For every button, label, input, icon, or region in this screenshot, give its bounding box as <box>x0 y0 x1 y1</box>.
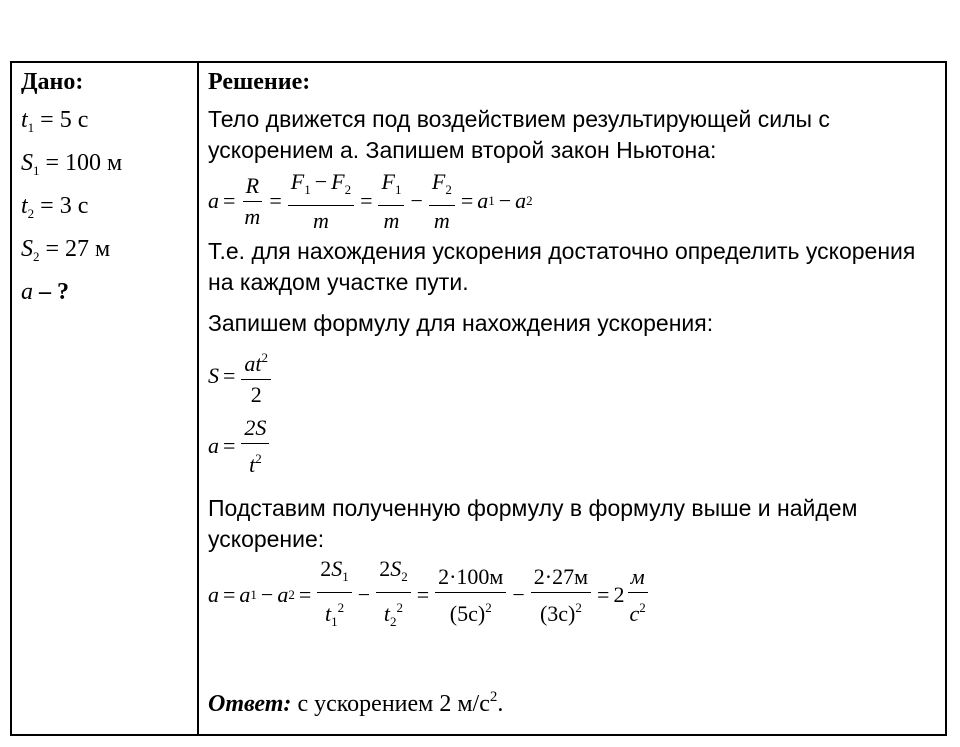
given-t1-value: = 5 с <box>40 107 89 133</box>
solution-para-2: Т.е. для нахождения ускорения достаточно определить ускорения на каждом участке пути. <box>208 238 916 295</box>
eq4-unit <box>626 564 648 627</box>
given-t2-value: = 3 с <box>40 193 89 219</box>
eq4-eq-1: = <box>223 582 236 607</box>
eq4-f2-coef: 2 <box>379 555 391 581</box>
eq1-f1: F <box>290 168 305 194</box>
acceleration-equation <box>208 413 938 479</box>
eq1-a1-sub: 1 <box>488 193 495 208</box>
eq3-frac <box>241 415 269 478</box>
eq1-minus-3: − <box>498 188 512 213</box>
eq4-frac4-den <box>537 593 585 627</box>
solution-para-4: Подставим полученную формулу в формулу выше и найдем ускорение: <box>208 495 858 552</box>
distance-equation <box>208 339 938 413</box>
eq4-f2-sub: 2 <box>401 568 408 584</box>
eq4-unit-den <box>626 593 648 627</box>
newton-law-equation <box>208 166 938 236</box>
eq2-s: S <box>208 363 219 388</box>
given-t1-var: t <box>21 107 28 133</box>
answer-end: . <box>497 691 504 717</box>
eq4-frac3-base: (5с) <box>449 600 486 626</box>
eq4-frac-2 <box>376 556 411 635</box>
given-s1 <box>21 142 191 185</box>
eq1-a1: a <box>477 188 489 213</box>
given-t2-sub: 2 <box>27 206 35 221</box>
given-s2-sub: 2 <box>33 249 40 264</box>
given-t2 <box>21 185 191 228</box>
eq4-eq-2: = <box>298 582 312 607</box>
eq4-result: 2 <box>613 582 625 607</box>
eq4-a2: a <box>277 582 289 607</box>
eq1-m-1: m <box>244 203 261 229</box>
solution-column <box>208 67 938 718</box>
eq4-eq-3: = <box>416 582 430 607</box>
eq1-r: R <box>243 173 262 202</box>
eq4-f1-coef: 2 <box>320 555 332 581</box>
eq4-f2-tsub: 2 <box>390 613 397 629</box>
eq4-frac4-num: 2·27м <box>531 564 591 593</box>
solution-header: Решение: <box>208 69 311 95</box>
given-unknown <box>21 271 191 314</box>
eq1-a2: a <box>515 188 527 213</box>
eq1-f2-sub: 2 <box>344 181 352 197</box>
eq4-unit-num: м <box>628 564 648 593</box>
eq4-frac3-num: 2·100м <box>435 564 506 593</box>
eq4-minus-2: − <box>357 582 371 607</box>
eq1-eq-1: = <box>223 188 236 213</box>
eq1-frac-r <box>241 173 263 230</box>
eq2-frac <box>241 345 271 408</box>
eq4-minus-1: − <box>260 582 274 607</box>
given-unknown-var: a <box>21 279 33 305</box>
eq3-sup: 2 <box>255 450 262 466</box>
answer-text: с ускорением 2 м/с <box>291 691 490 717</box>
eq1-a: a <box>208 188 219 213</box>
eq2-den: 2 <box>250 381 262 407</box>
eq4-minus-3: − <box>512 582 525 607</box>
given-s2 <box>21 228 191 271</box>
eq4-frac4-base: (3с) <box>539 600 576 626</box>
eq1-f2b: F <box>431 168 446 194</box>
eq4-frac4-sup: 2 <box>575 599 582 615</box>
eq3-eq: = <box>223 433 236 458</box>
eq3-den <box>246 444 265 478</box>
eq4-frac2-num: $2S_2$ <box>376 556 411 593</box>
eq1-frac-f1 <box>378 169 404 234</box>
eq4-a2-sub: 2 <box>288 587 295 602</box>
eq4-frac2-den: $t_2^2$ <box>383 599 403 629</box>
given-header: Дано: <box>21 69 84 95</box>
given-s1-var: S <box>21 150 33 176</box>
eq4-f2-tsup: 2 <box>396 599 403 615</box>
eq4-f1-tsub: 1 <box>331 613 338 629</box>
eq1-m-3: m <box>383 207 400 233</box>
eq1-a2-sub: 2 <box>526 193 533 208</box>
eq3-num: 2S <box>241 415 269 444</box>
eq4-frac3-sup: 2 <box>485 599 492 615</box>
eq1-eq-3: = <box>360 188 373 213</box>
eq1-eq-2: = <box>269 188 282 213</box>
eq2-at: at <box>244 350 262 376</box>
given-column <box>21 67 191 314</box>
eq4-frac1-num: $2S_1$ <box>317 556 352 593</box>
given-t1 <box>21 99 191 142</box>
eq2-eq: = <box>223 363 236 388</box>
eq4-frac-3 <box>435 564 506 627</box>
eq1-f1b: F <box>381 168 395 194</box>
eq1-minus-2: − <box>410 188 423 213</box>
eq1-f-diff <box>288 169 354 206</box>
eq1-f1b-sub: 1 <box>394 181 402 197</box>
eq1-m-4: m <box>433 207 450 233</box>
answer <box>208 689 938 718</box>
solution-para-3: Запишем формулу для нахождения ускорения: <box>208 310 714 336</box>
eq4-a: a <box>208 582 219 607</box>
given-s2-value: = 27 м <box>45 236 111 262</box>
given-t2-var: t <box>21 193 28 219</box>
eq4-unit-c: с <box>629 600 640 626</box>
eq1-frac-f2 <box>429 169 455 234</box>
given-unknown-value: – ? <box>39 279 69 305</box>
eq3-t: t <box>249 451 256 477</box>
eq1-f2b-sub: 2 <box>445 181 452 197</box>
eq4-eq-4: = <box>597 582 610 607</box>
eq2-num <box>241 345 271 380</box>
given-t1-sub: 1 <box>27 120 35 135</box>
given-s2-var: S <box>21 236 33 262</box>
eq4-frac-4 <box>531 564 591 627</box>
substitution-equation <box>208 555 938 635</box>
eq4-a1: a <box>239 582 251 607</box>
given-s1-sub: 1 <box>33 163 40 178</box>
eq1-f1-sub: 1 <box>304 181 311 197</box>
column-divider <box>197 63 199 734</box>
eq1-frac-f <box>288 169 354 234</box>
solution-para-1: Тело движется под воздействием результирующей силы с ускорением а. Запишем второй закон Ньютона: <box>208 106 830 163</box>
solution-table <box>10 61 947 736</box>
answer-label: Ответ: <box>208 691 292 717</box>
eq1-minus-1: − <box>314 168 328 194</box>
eq4-a1-sub: 1 <box>250 587 257 602</box>
eq4-frac-1 <box>317 556 352 635</box>
eq4-f1-sub: 1 <box>342 568 349 584</box>
given-s1-value: = 100 м <box>45 150 123 176</box>
eq2-sup: 2 <box>261 349 269 365</box>
eq1-f1-num <box>378 169 404 206</box>
eq4-frac1-den: $t_1^2$ <box>324 599 345 629</box>
eq4-unit-sup: 2 <box>639 599 646 615</box>
eq1-eq-4: = <box>460 188 474 213</box>
answer-sup: 2 <box>489 689 498 705</box>
eq4-frac3-den <box>447 593 495 627</box>
eq1-f2-num <box>429 169 455 206</box>
eq4-f1-tsup: 2 <box>337 599 345 615</box>
eq3-a: a <box>208 433 219 458</box>
eq1-m-2: m <box>312 207 329 233</box>
eq1-f2: F <box>331 168 345 194</box>
